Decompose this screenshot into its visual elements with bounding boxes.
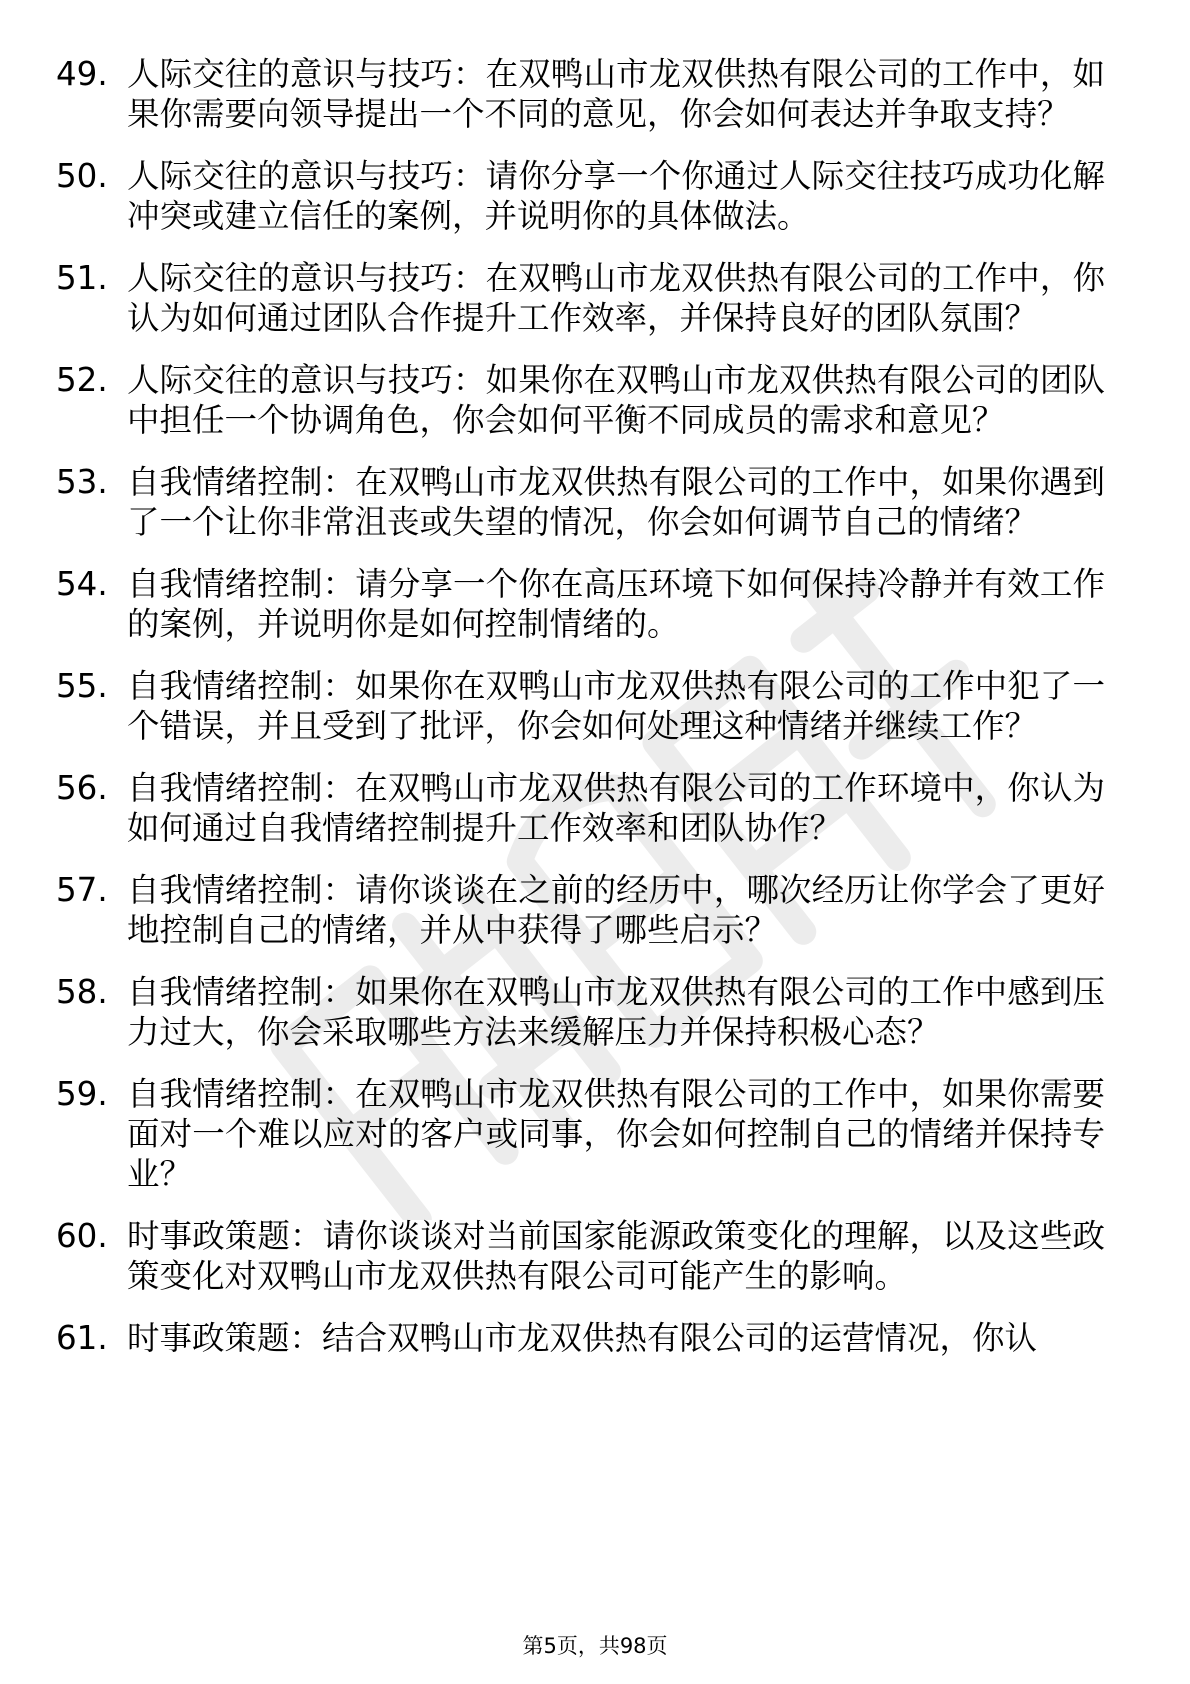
question-number: 55. (56, 667, 108, 705)
question-item (56, 768, 1116, 848)
question-number: 61. (56, 1319, 108, 1357)
question-text: 自我情绪控制：在双鸭山市龙双供热有限公司的工作中，如果你需要面对一个难以应对的客户或同事，你会如何控制自己的情绪并保持专业？ (127, 1075, 1105, 1193)
question-item (56, 1318, 1116, 1358)
page-footer: 第5页，共98页 (522, 1634, 668, 1658)
question-number: 53. (56, 463, 108, 501)
question-text: 人际交往的意识与技巧：在双鸭山市龙双供热有限公司的工作中，如果你需要向领导提出一个不同的意见，你会如何表达并争取支持？ (127, 55, 1105, 133)
question-number: 49. (56, 55, 108, 93)
question-text: 人际交往的意识与技巧：在双鸭山市龙双供热有限公司的工作中，你认为如何通过团队合作提升工作效率，并保持良好的团队氛围？ (127, 259, 1105, 337)
question-item (56, 258, 1116, 338)
question-text: 自我情绪控制：在双鸭山市龙双供热有限公司的工作中，如果你遇到了一个让你非常沮丧或失望的情况，你会如何调节自己的情绪？ (127, 463, 1105, 541)
question-number: 51. (56, 259, 108, 297)
question-number: 58. (56, 973, 108, 1011)
question-item (56, 1216, 1116, 1296)
question-text: 自我情绪控制：请分享一个你在高压环境下如何保持冷静并有效工作的案例，并说明你是如何控制情绪的。 (127, 565, 1105, 643)
question-text: 时事政策题：结合双鸭山市龙双供热有限公司的运营情况，你认 (127, 1319, 1038, 1357)
question-number: 54. (56, 565, 108, 603)
question-number: 59. (56, 1075, 108, 1113)
question-number: 57. (56, 871, 108, 909)
question-number: 60. (56, 1217, 108, 1255)
question-number: 52. (56, 361, 108, 399)
question-item (56, 870, 1116, 950)
question-item (56, 156, 1116, 236)
question-item (56, 360, 1116, 440)
question-item (56, 54, 1116, 134)
question-text: 自我情绪控制：如果你在双鸭山市龙双供热有限公司的工作中感到压力过大，你会采取哪些方法来缓解压力并保持积极心态？ (127, 973, 1105, 1051)
question-text: 自我情绪控制：请你谈谈在之前的经历中，哪次经历让你学会了更好地控制自己的情绪，并从中获得了哪些启示？ (127, 871, 1105, 949)
question-item (56, 666, 1116, 746)
question-text: 人际交往的意识与技巧：如果你在双鸭山市龙双供热有限公司的团队中担任一个协调角色，你会如何平衡不同成员的需求和意见？ (127, 361, 1105, 439)
question-number: 56. (56, 769, 108, 807)
question-text: 自我情绪控制：如果你在双鸭山市龙双供热有限公司的工作中犯了一个错误，并且受到了批评，你会如何处理这种情绪并继续工作？ (127, 667, 1105, 745)
question-text: 自我情绪控制：在双鸭山市龙双供热有限公司的工作环境中，你认为如何通过自我情绪控制提升工作效率和团队协作？ (127, 769, 1105, 847)
question-item (56, 972, 1116, 1052)
question-item (56, 462, 1116, 542)
question-item (56, 1074, 1116, 1194)
question-number: 50. (56, 157, 108, 195)
question-text: 人际交往的意识与技巧：请你分享一个你通过人际交往技巧成功化解冲突或建立信任的案例，并说明你的具体做法。 (127, 157, 1105, 235)
question-item (56, 564, 1116, 644)
question-list (56, 54, 1116, 1380)
question-text: 时事政策题：请你谈谈对当前国家能源政策变化的理解，以及这些政策变化对双鸭山市龙双供热有限公司可能产生的影响。 (127, 1217, 1105, 1295)
